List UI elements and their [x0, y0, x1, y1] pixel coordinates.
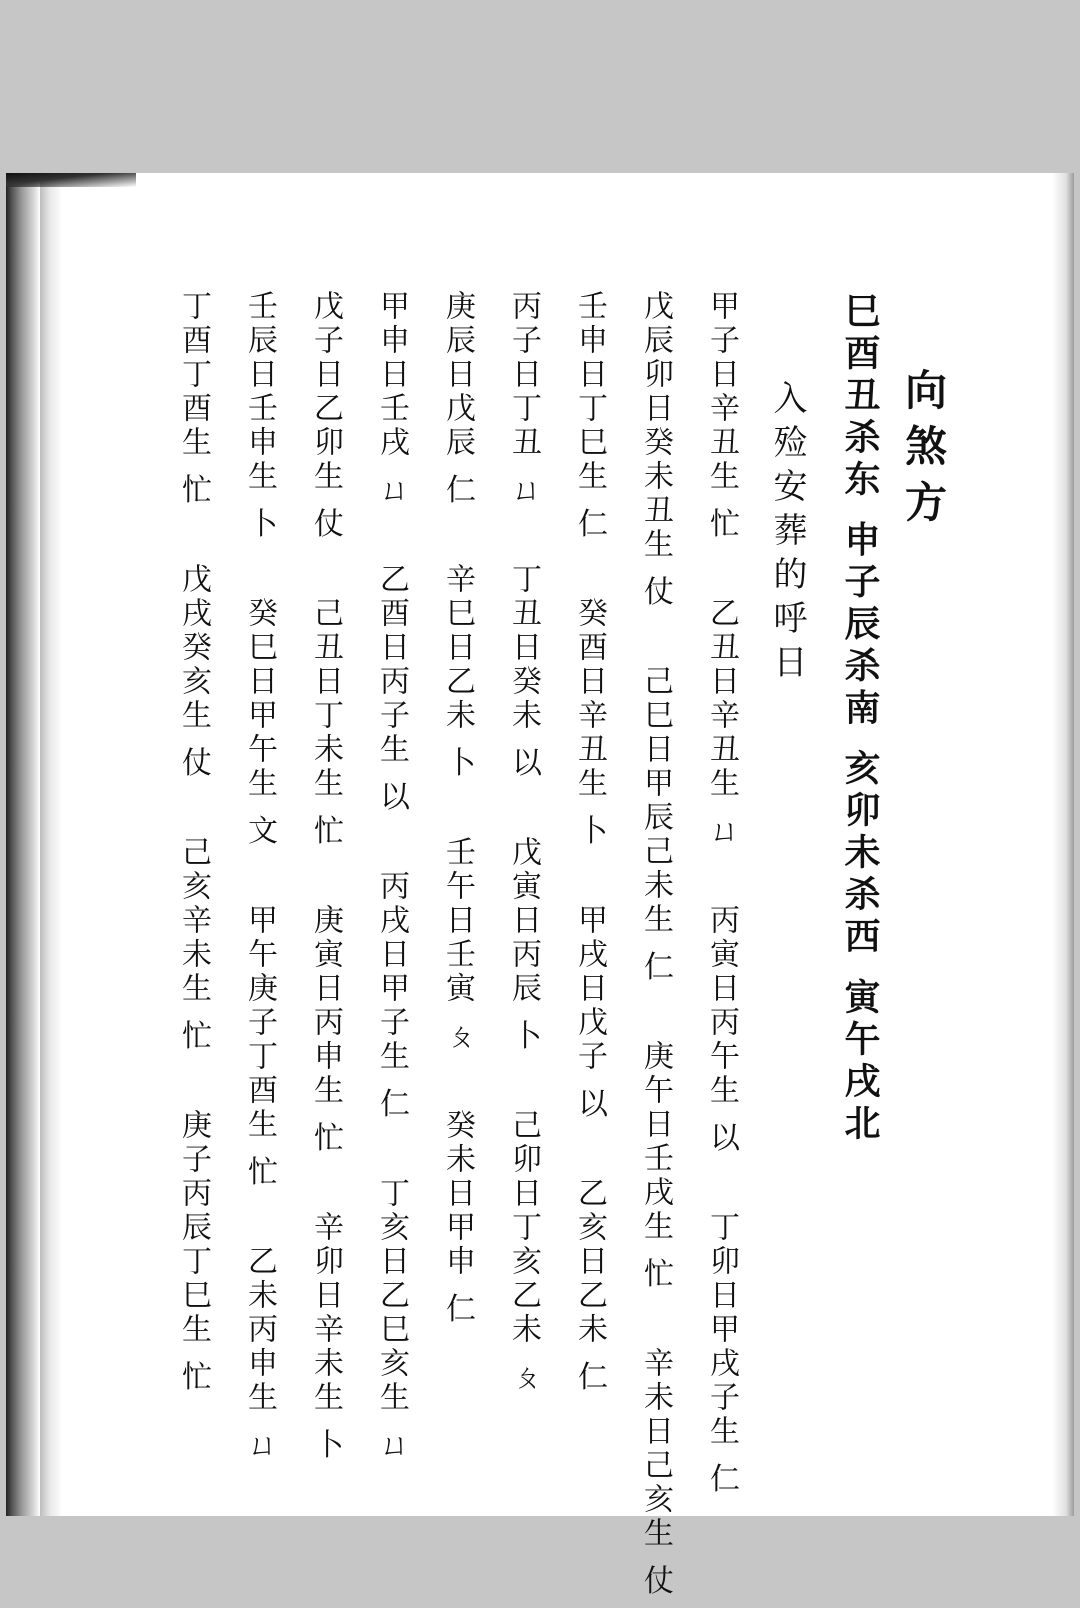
- entry: 己丑日丁未生 忙: [308, 597, 343, 849]
- book-binding-shadow: [6, 173, 40, 1516]
- entry: 丁亥日乙巳亥生 ㄩ: [374, 1177, 409, 1463]
- entry-column-5: [440, 290, 475, 1327]
- entry: 戊戌癸亥生 仗: [176, 563, 211, 781]
- entry: 辛卯日辛未生 卜: [308, 1211, 343, 1463]
- entry: 己卯日丁亥乙未 ㄆ: [506, 1109, 541, 1395]
- entry-column-4: [506, 290, 541, 1395]
- entry: 戊寅日丙辰 卜: [506, 836, 541, 1054]
- entry-column-7: [308, 290, 343, 1463]
- entry: 庚子丙辰丁巳生 忙: [176, 1109, 211, 1395]
- entry: 丙子日丁丑 ㄩ: [506, 290, 541, 508]
- entry: 己巳日甲辰己未生 仁: [638, 665, 673, 985]
- entry: 戊子日乙卯生 仗: [308, 290, 343, 542]
- entry: 己亥辛未生 忙: [176, 836, 211, 1054]
- entry: 丙戌日甲子生 仁: [374, 870, 409, 1122]
- entry: 甲子日辛丑生 忙: [704, 290, 739, 542]
- entry-column-1: [704, 290, 739, 1497]
- entry: 庚午日壬戌生 忙: [638, 1040, 673, 1292]
- entry: 庚辰日戊辰 仁: [440, 290, 475, 508]
- entry: 庚寅日丙申生 忙: [308, 904, 343, 1156]
- entry: 辛巳日乙未 卜: [440, 563, 475, 781]
- entry-column-8: [242, 290, 277, 1463]
- entry: 壬辰日壬申生 卜: [242, 290, 277, 542]
- entry: 乙未丙申生 ㄩ: [242, 1245, 277, 1463]
- entry: 癸未日甲申 仁: [440, 1109, 475, 1327]
- entry: 甲午庚子丁酉生 忙: [242, 904, 277, 1190]
- entry: 丁丑日癸未 以: [506, 563, 541, 781]
- entry: 乙丑日辛丑生 ㄩ: [704, 597, 739, 849]
- entry: 丁卯日甲戌子生 仁: [704, 1211, 739, 1497]
- entry: 戊辰卯日癸未丑生 仗: [638, 290, 673, 610]
- entry: 甲申日壬戌 ㄩ: [374, 290, 409, 508]
- entry: 甲戌日戊子 以: [572, 904, 607, 1122]
- page-edge-shadow: [1052, 173, 1074, 1516]
- entry-column-9: [176, 290, 211, 1395]
- entry: 丙寅日丙午生 以: [704, 904, 739, 1156]
- entry: 乙酉日丙子生 以: [374, 563, 409, 815]
- entry: 壬午日壬寅 ㄆ: [440, 836, 475, 1054]
- page-heading: 向煞方: [899, 368, 948, 536]
- entry-column-6: [374, 290, 409, 1463]
- entry: 癸巳日甲午生 文: [242, 597, 277, 849]
- section-subtitle: 入殓安葬的呼日: [767, 380, 807, 688]
- entry: 乙亥日乙未 仁: [572, 1177, 607, 1395]
- entry: 辛未日己亥生 仗: [638, 1347, 673, 1599]
- entry: 癸酉日辛丑生 卜: [572, 597, 607, 849]
- entry: 丁酉丁酉生 忙: [176, 290, 211, 508]
- direction-rule: 巳酉丑杀东 申子辰杀南 亥卯未杀西 寅午戌北: [839, 292, 881, 1146]
- entry-column-2: [638, 290, 673, 1599]
- entry-column-3: [572, 290, 607, 1395]
- entry: 壬申日丁巳生 仁: [572, 290, 607, 542]
- page-corner-shadow: [6, 173, 136, 187]
- book-gutter: [40, 173, 62, 1516]
